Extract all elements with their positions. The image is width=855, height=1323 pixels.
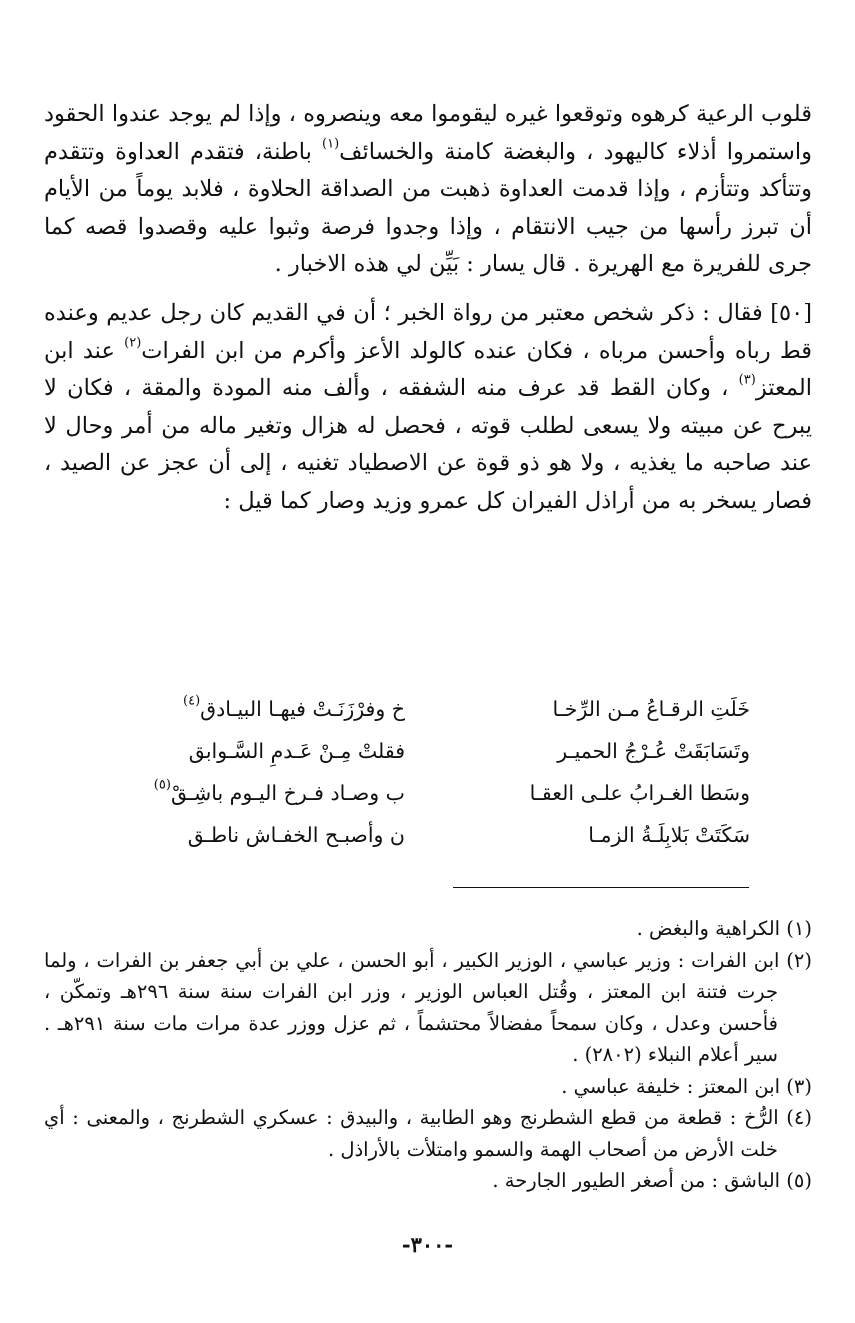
footnote-number: (٣) <box>786 1074 812 1098</box>
footnote-number: (١) <box>786 917 812 940</box>
footnote-text: الباشق : من أصغر الطيور الجارحة . <box>492 1169 781 1192</box>
page-number: -٣٠٠- <box>401 1232 454 1257</box>
poem-verse <box>60 688 750 730</box>
poem-verse-second-half <box>60 688 405 730</box>
poem-verse-second-half-text: ب وصـاد فـرخ اليـوم باشِـقْ <box>170 781 405 805</box>
poem-verse <box>60 730 750 772</box>
footnotes <box>44 913 812 1197</box>
poem-verse-second-half <box>60 814 405 856</box>
footnote-2 <box>44 945 812 1071</box>
footnote-text: الكراهية والبغض . <box>636 917 781 940</box>
footnote-ref-3: (٣) <box>738 372 756 388</box>
footnote-ref-1: (١) <box>322 135 340 151</box>
poem-verse-second-half-text: خ وفرْزَنَـتْ فيهـا البيـادق <box>200 697 405 721</box>
poem-verse-first-half: خَلَتِ الرقـاعُ مـن الرِّخـا <box>552 697 750 721</box>
footnote-ref-5: (٥) <box>153 777 171 793</box>
footnote-separator <box>453 887 749 888</box>
poem-verse-first-half: وسَطا الغـرابُ علـى العقـا <box>529 781 750 805</box>
paragraph-2-part-3: ، وكان القط قد عرف منه الشفقه ، وألف منه المودة والمقة ، فكان لا يبرح عن مبيته ولا يسعى لطلب قوته ، فحصل له هزال وتغير ماله من أمر وحال لا عند صاحبه ما يغذيه ، ولا هو ذو قوة عن الاصطياد تغنيه ، إلى أن عجز عن الصيد ، فصار يسخر به من أراذل الفيران كل عمرو وزيد وصار كما قيل : <box>44 375 812 514</box>
footnote-5 <box>44 1165 812 1197</box>
footnote-3 <box>44 1071 812 1103</box>
footnote-number: (٤) <box>786 1106 812 1129</box>
poem-verse-second-half <box>60 730 405 772</box>
paragraph-1-line-1: قلوب الرعية كرهوه وتوقعوا غيره ليقوموا معه وينصروه ، وإذا لم يوجد <box>168 101 813 127</box>
footnote-text: الرُّخ : قطعة من قطع الشطرنج وهو الطابية ، والبيدق : عسكري الشطرنج ، والمعنى : أي خلت الأرض من أصحاب الهمة والسمو وامتلأت بالأراذل . <box>44 1106 779 1161</box>
footnote-1 <box>44 913 812 945</box>
footnote-text: ابن الفرات : وزير عباسي ، الوزير الكبير ، أبو الحسن ، علي بن أبي جعفر بن الفرات ، ولما جرت فتنة ابن المعتز ، وقُتل العباس الوزير ، وزر ابن الفرات سنة سنة ٢٩٦هـ وتمكّن ، فأحسن وعدل ، وكان سمحاً مفضالاً محتشماً ، ثم عزل ووزر عدة مرات مات سنة ٢٩١هـ . سير أعلام النبلاء (٢٨٠٢) . <box>44 948 780 1066</box>
paragraph-1 <box>44 96 812 284</box>
poem-verse-first-half: وتَسَابَقَتْ عُـرْجُ الحميـر <box>557 739 750 763</box>
poem-verse-second-half-text: ن وأصبـح الخفـاش ناطـق <box>187 823 405 847</box>
footnote-number: (٥) <box>786 1169 812 1192</box>
footnote-ref-2: (٢) <box>124 334 142 350</box>
poem-verse-second-half <box>60 772 405 814</box>
paragraph-2-part-1: [٥٠] فقال : ذكر شخص معتبر من رواة الخبر ؛ أن في القديم كان رجل عديم وعنده قط رباه وأحسن مرباه ، فكان عنده كالولد الأعز وأكرم من ابن الفرات <box>44 299 812 364</box>
main-text <box>44 96 812 521</box>
poem-verse <box>60 772 750 814</box>
poem-verse-first-half: سَكَتَتْ بَلابِلَـةُ الزمـا <box>588 823 750 847</box>
poem <box>60 688 750 856</box>
paragraph-2-part-2: عند ابن المعتز <box>44 337 812 402</box>
footnote-4 <box>44 1102 812 1165</box>
footnote-ref-4: (٤) <box>183 693 201 709</box>
poem-verse-second-half-text: فقلتْ مِـنْ عَـدمِ السَّـوابق <box>188 739 405 763</box>
paragraph-2 <box>44 295 812 521</box>
footnote-number: (٢) <box>786 948 812 972</box>
poem-verse <box>60 814 750 856</box>
footnote-text: ابن المعتز : خليفة عباسي . <box>561 1074 781 1098</box>
paragraph-1-line-2: عندوا الحقود واستمروا أذلاء كاليهود ، والبغضة كامنة والخسائف <box>44 101 812 165</box>
paragraph-1-rest: باطنة، فتقدم العداوة وتتقدم وتتأكد وتتأزم ، وإذا قدمت العداوة ذهبت من الصداقة الحلاوة ، فلابد يوماً من الأيام أن تبرز رأسها من جيب الانتقام ، وإذا وجدوا فرصة وثبوا عليه وقصدوا قصه كما جرى للفريرة مع الهريرة . قال يسار : بَيِّن لي هذه الاخبار . <box>44 138 812 278</box>
